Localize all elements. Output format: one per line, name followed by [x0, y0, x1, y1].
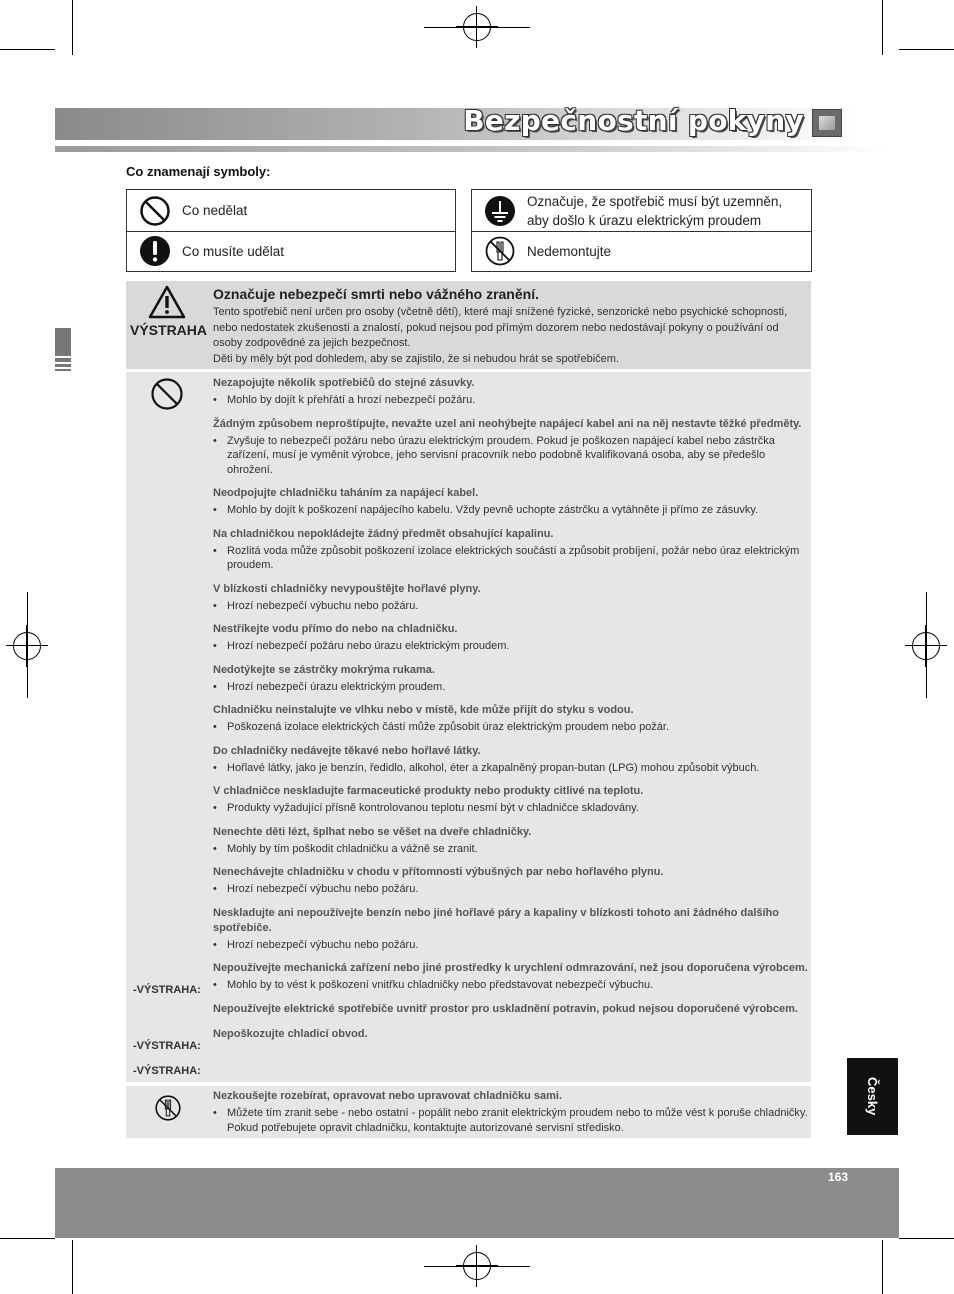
crop-mark	[0, 1238, 55, 1239]
item-bullet: • Hořlavé látky, jako je benzín, ředidlo, alkohol, éter a zkapalněný propan-butan (LPG) mohou způsobit výbuch.	[213, 761, 808, 776]
page-title: Bezpečnostní pokyny	[463, 104, 804, 137]
symbol-row	[472, 231, 811, 271]
item-heading: Nenechte děti lézt, šplhat nebo se věšet na dveře chladničky.	[213, 825, 532, 838]
language-tab-label: Česky	[865, 1077, 880, 1116]
symbol-row	[472, 190, 811, 232]
item-heading: Nepoužívejte elektrické spotřebiče uvnitř prostor pro uskladnění potravin, pokud nejsou doporučené výrobcem.	[213, 1002, 798, 1015]
list-item	[213, 582, 808, 614]
warning-items-list	[213, 376, 808, 1051]
prohibited-icon	[150, 377, 184, 416]
item-bullet: • Hrozí nebezpečí výbuchu nebo požáru.	[213, 938, 808, 953]
list-item	[213, 1027, 808, 1042]
item-heading: Nepoškozujte chladicí obvod.	[213, 1027, 368, 1040]
warning-description-text: Tento spotřebič není určen pro osoby (včetně dětí), které mají snížené fyzické, senzorické nebo psychické schopnosti, nebo nedostatek zkušeností a znalostí, pokud nejsou pod přímým dozorem nebo nedostávají pokyny o používání od osoby zodpovědné za jejich bezpečnost.	[213, 306, 788, 350]
item-bullet: • Mohly by tím poškodit chladničku a vážně se zranit.	[213, 842, 808, 857]
list-item	[213, 376, 808, 408]
symbol-label: Co nedělat	[182, 203, 248, 218]
symbols-table-right	[471, 189, 812, 272]
list-item	[213, 663, 808, 695]
item-bullet: • Hrozí nebezpečí požáru nebo úrazu elektrickým proudem.	[213, 639, 808, 654]
list-item	[213, 744, 808, 776]
header-underline	[55, 146, 885, 152]
item-heading: Nenechávejte chladničku v chodu v přítomnosti výbušných par nebo hořlavého plynu.	[213, 866, 664, 878]
item-bullet: • Rozlitá voda může způsobit poškození izolace elektrických součástí a způsobit probíjení, požár nebo úraz elektrickým proudem.	[213, 544, 808, 573]
registration-mark	[13, 632, 41, 660]
registration-mark	[912, 632, 940, 660]
footer-bar	[55, 1168, 899, 1238]
item-heading: Neodpojujte chladničku taháním za napájecí kabel.	[213, 487, 479, 499]
list-item	[213, 1002, 808, 1017]
warning-description	[213, 305, 803, 367]
list-item	[213, 825, 808, 857]
item-heading: Nepoužívejte mechanická zařízení nebo jiné prostředky k urychlení odmrazování, než jsou doporučena výrobcem.	[213, 962, 808, 974]
symbol-label: Co musíte udělat	[182, 243, 285, 259]
crop-mark	[899, 1238, 954, 1239]
item-heading: V blízkosti chladničky nevypouštějte hořlavé plyny.	[213, 582, 481, 595]
crop-mark	[882, 1240, 883, 1294]
warning-triangle-icon	[148, 285, 186, 324]
list-item	[213, 486, 808, 518]
prohibited-icon	[127, 195, 182, 227]
item-heading: Nestříkejte vodu přímo do nebo na chladničku.	[213, 623, 458, 635]
symbol-label: Nedemontujte	[527, 243, 612, 259]
vystraha-label: -VÝSTRAHA:	[133, 1065, 201, 1077]
ground-icon	[472, 195, 527, 227]
disassembly-item	[213, 1089, 808, 1135]
vystraha-label: -VÝSTRAHA:	[133, 984, 201, 996]
symbols-heading: Co znamenají symboly:	[126, 164, 271, 179]
item-bullet: • Hrozí nebezpečí výbuchu nebo požáru.	[213, 882, 808, 897]
item-bullet: • Mohlo by dojít k poškození napájecího kabelu. Vždy pevně uchopte zástrčku a vytáhněte ji přímo ze zásuvky.	[213, 503, 808, 518]
item-heading: V chladničce neskladujte farmaceutické produkty nebo produkty citlivé na teplotu.	[213, 785, 644, 797]
warning-label: VÝSTRAHA	[130, 322, 208, 338]
crop-mark	[0, 49, 55, 50]
symbol-label: Označuje, že spotřebič musí být uzemněn, aby došlo k úrazu elektrickým proudem	[527, 193, 783, 228]
warning-title: Označuje nebezpečí smrti nebo vážného zranění.	[213, 286, 539, 302]
crop-mark	[882, 0, 883, 55]
list-item	[213, 703, 808, 735]
crop-mark	[72, 1240, 73, 1294]
mandatory-icon	[127, 235, 182, 267]
item-heading: Neskladujte ani nepoužívejte benzín nebo jiné hořlavé páry a kapaliny v blízkosti tohoto ani žádného dalšího spotřebiče.	[213, 906, 780, 934]
list-item	[213, 622, 808, 654]
item-bullet: • Mohlo by dojít k přehřátí a hrozí nebezpečí požáru.	[213, 393, 808, 408]
list-item	[213, 417, 808, 478]
item-bullet: • Poškozená izolace elektrických částí může způsobit úraz elektrickým proudem nebo požár.	[213, 720, 808, 735]
symbol-row	[127, 190, 455, 232]
item-heading: Chladničku neinstalujte ve vlhku nebo v místě, kde může přijít do styku s vodou.	[213, 704, 634, 716]
registration-mark	[463, 1252, 491, 1280]
warning-description-text: Děti by měly být pod dohledem, aby se zajistilo, že si nebudou hrát se spotřebičem.	[213, 352, 619, 365]
item-bullet: • Produkty vyžadující přísně kontrolovanou teplotu nesmí být v chladničce skladovány.	[213, 801, 808, 816]
item-heading: Žádným způsobem neproštípujte, nevažte uzel ani neohýbejte napájecí kabel ani na něj nestavte těžké předměty.	[213, 417, 802, 430]
item-bullet: • Zvyšuje to nebezpečí požáru nebo úrazu elektrickým proudem. Pokud je poškozen napájecí kabel nebo zástrčka zařízení, musí je vyměnit výrobce, jeho servisní pracovník nebo podobně kvalifikovaná osoba, aby se předešlo ohrožení.	[213, 434, 808, 478]
title-square-icon	[812, 109, 842, 137]
crop-mark	[72, 0, 73, 55]
item-bullet: • Hrozí nebezpečí úrazu elektrickým proudem.	[213, 680, 808, 695]
item-bullet: • Můžete tím zranit sebe - nebo ostatní - popálit nebo zranit elektrickým proudem nebo to může vést k poruše chladničky. Pokud potřebujete opravit chladničku, kontaktujte autorizované servisní středisko.	[213, 1106, 808, 1135]
no-disassembly-icon	[472, 235, 527, 267]
list-item	[213, 527, 808, 573]
item-heading: Nezkoušejte rozebírat, opravovat nebo upravovat chladničku sami.	[213, 1090, 563, 1102]
list-item	[213, 906, 808, 953]
vystraha-label: -VÝSTRAHA:	[133, 1040, 201, 1052]
side-marker	[55, 328, 71, 373]
list-item	[213, 865, 808, 897]
item-bullet: • Hrozí nebezpečí výbuchu nebo požáru.	[213, 599, 808, 614]
item-heading: Nedotýkejte se zástrčky mokrýma rukama.	[213, 663, 435, 676]
crop-mark	[899, 49, 954, 50]
registration-mark	[463, 13, 491, 41]
item-bullet: • Mohlo by to vést k poškození vnitřku chladničky nebo představovat nebezpečí výbuchu.	[213, 978, 808, 993]
no-disassembly-icon	[154, 1094, 182, 1127]
page-number: 163	[828, 1170, 849, 1184]
item-heading: Na chladničkou nepokládejte žádný předmět obsahující kapalinu.	[213, 527, 554, 540]
item-heading: Do chladničky nedávejte těkavé nebo hořlavé látky.	[213, 744, 481, 757]
list-item	[213, 784, 808, 816]
symbols-table-left	[126, 189, 456, 272]
symbol-row	[127, 231, 455, 271]
list-item	[213, 961, 808, 993]
item-heading: Nezapojujte několik spotřebičů do stejné zásuvky.	[213, 377, 475, 389]
